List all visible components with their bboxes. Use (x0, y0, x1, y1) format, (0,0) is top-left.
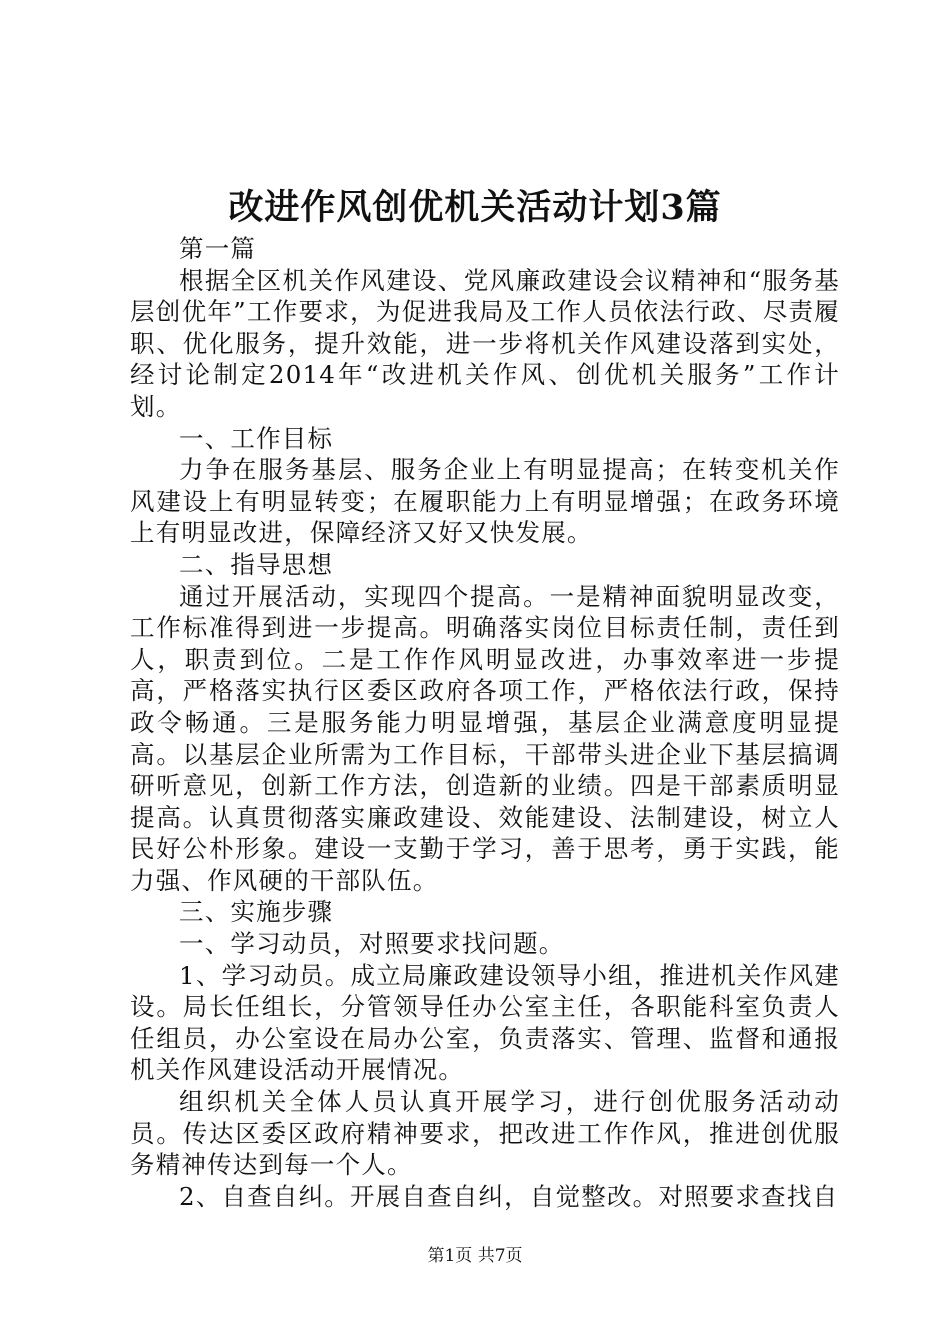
work-goals-paragraph: 力争在服务基层、服务企业上有明显提高；在转变机关作风建设上有明显转变；在履职能力上有明显增强；在政务环境上有明显改进，保障经济又好又快发展。 (130, 455, 840, 548)
heading-step-one: 一、学习动员，对照要求找问题。 (179, 929, 565, 959)
intro-paragraph: 根据全区机关作风建设、党风廉政建设会议精神和“服务基层创优年”工作要求，为促进我局及工作人员依法行政、尽责履职、优化服务，提升效能，进一步将机关作风建设落到实处，经讨论制定2014年“改进机关作风、创优机关服务”工作计划。 (130, 265, 840, 421)
heading-work-goals: 一、工作目标 (179, 423, 334, 453)
organize-study-paragraph: 组织机关全体人员认真开展学习，进行创优服务活动动员。传达区委区政府精神要求，把改进工作作风，推进创优服务精神传达到每一个人。 (130, 1087, 840, 1180)
heading-guiding-ideology: 二、指导思想 (179, 549, 334, 579)
guiding-ideology-paragraph: 通过开展活动，实现四个提高。一是精神面貌明显改变，工作标准得到进一步提高。明确落实岗位目标责任制，责任到人，职责到位。二是工作作风明显改进，办事效率进一步提高，严格落实执行区委区政府各项工作，严格依法行政，保持政令畅通。三是服务能力明显增强，基层企业满意度明显提高。以基层企业所需为工作目标，干部带头进企业下基层搞调研听意见，创新工作方法，创造新的业绩。四是干部素质明显提高。认真贯彻落实廉政建设、效能建设、法制建设，树立人民好公朴形象。建设一支勤于学习，善于思考，勇于实践，能力强、作风硬的干部队伍。 (130, 581, 840, 895)
page-number-footer: 第1页 共7页 (427, 1246, 523, 1266)
document-body (130, 233, 840, 1212)
section-heading-part-one: 第一篇 (179, 234, 257, 263)
study-mobilization-paragraph: 1、学习动员。成立局廉政建设领导小组，推进机关作风建设。局长任组长，分管领导任办公室主任，各职能科室负责人任组员，办公室设在局办公室，负责落实、管理、监督和通报机关作风建设活动开展情况。 (130, 960, 840, 1085)
self-inspection-paragraph: 2、自查自纠。开展自查自纠，自觉整改。对照要求查找自 (179, 1181, 839, 1211)
heading-implementation-steps: 三、实施步骤 (179, 897, 334, 927)
document-title: 改进作风创优机关活动计划3篇 (228, 187, 722, 228)
